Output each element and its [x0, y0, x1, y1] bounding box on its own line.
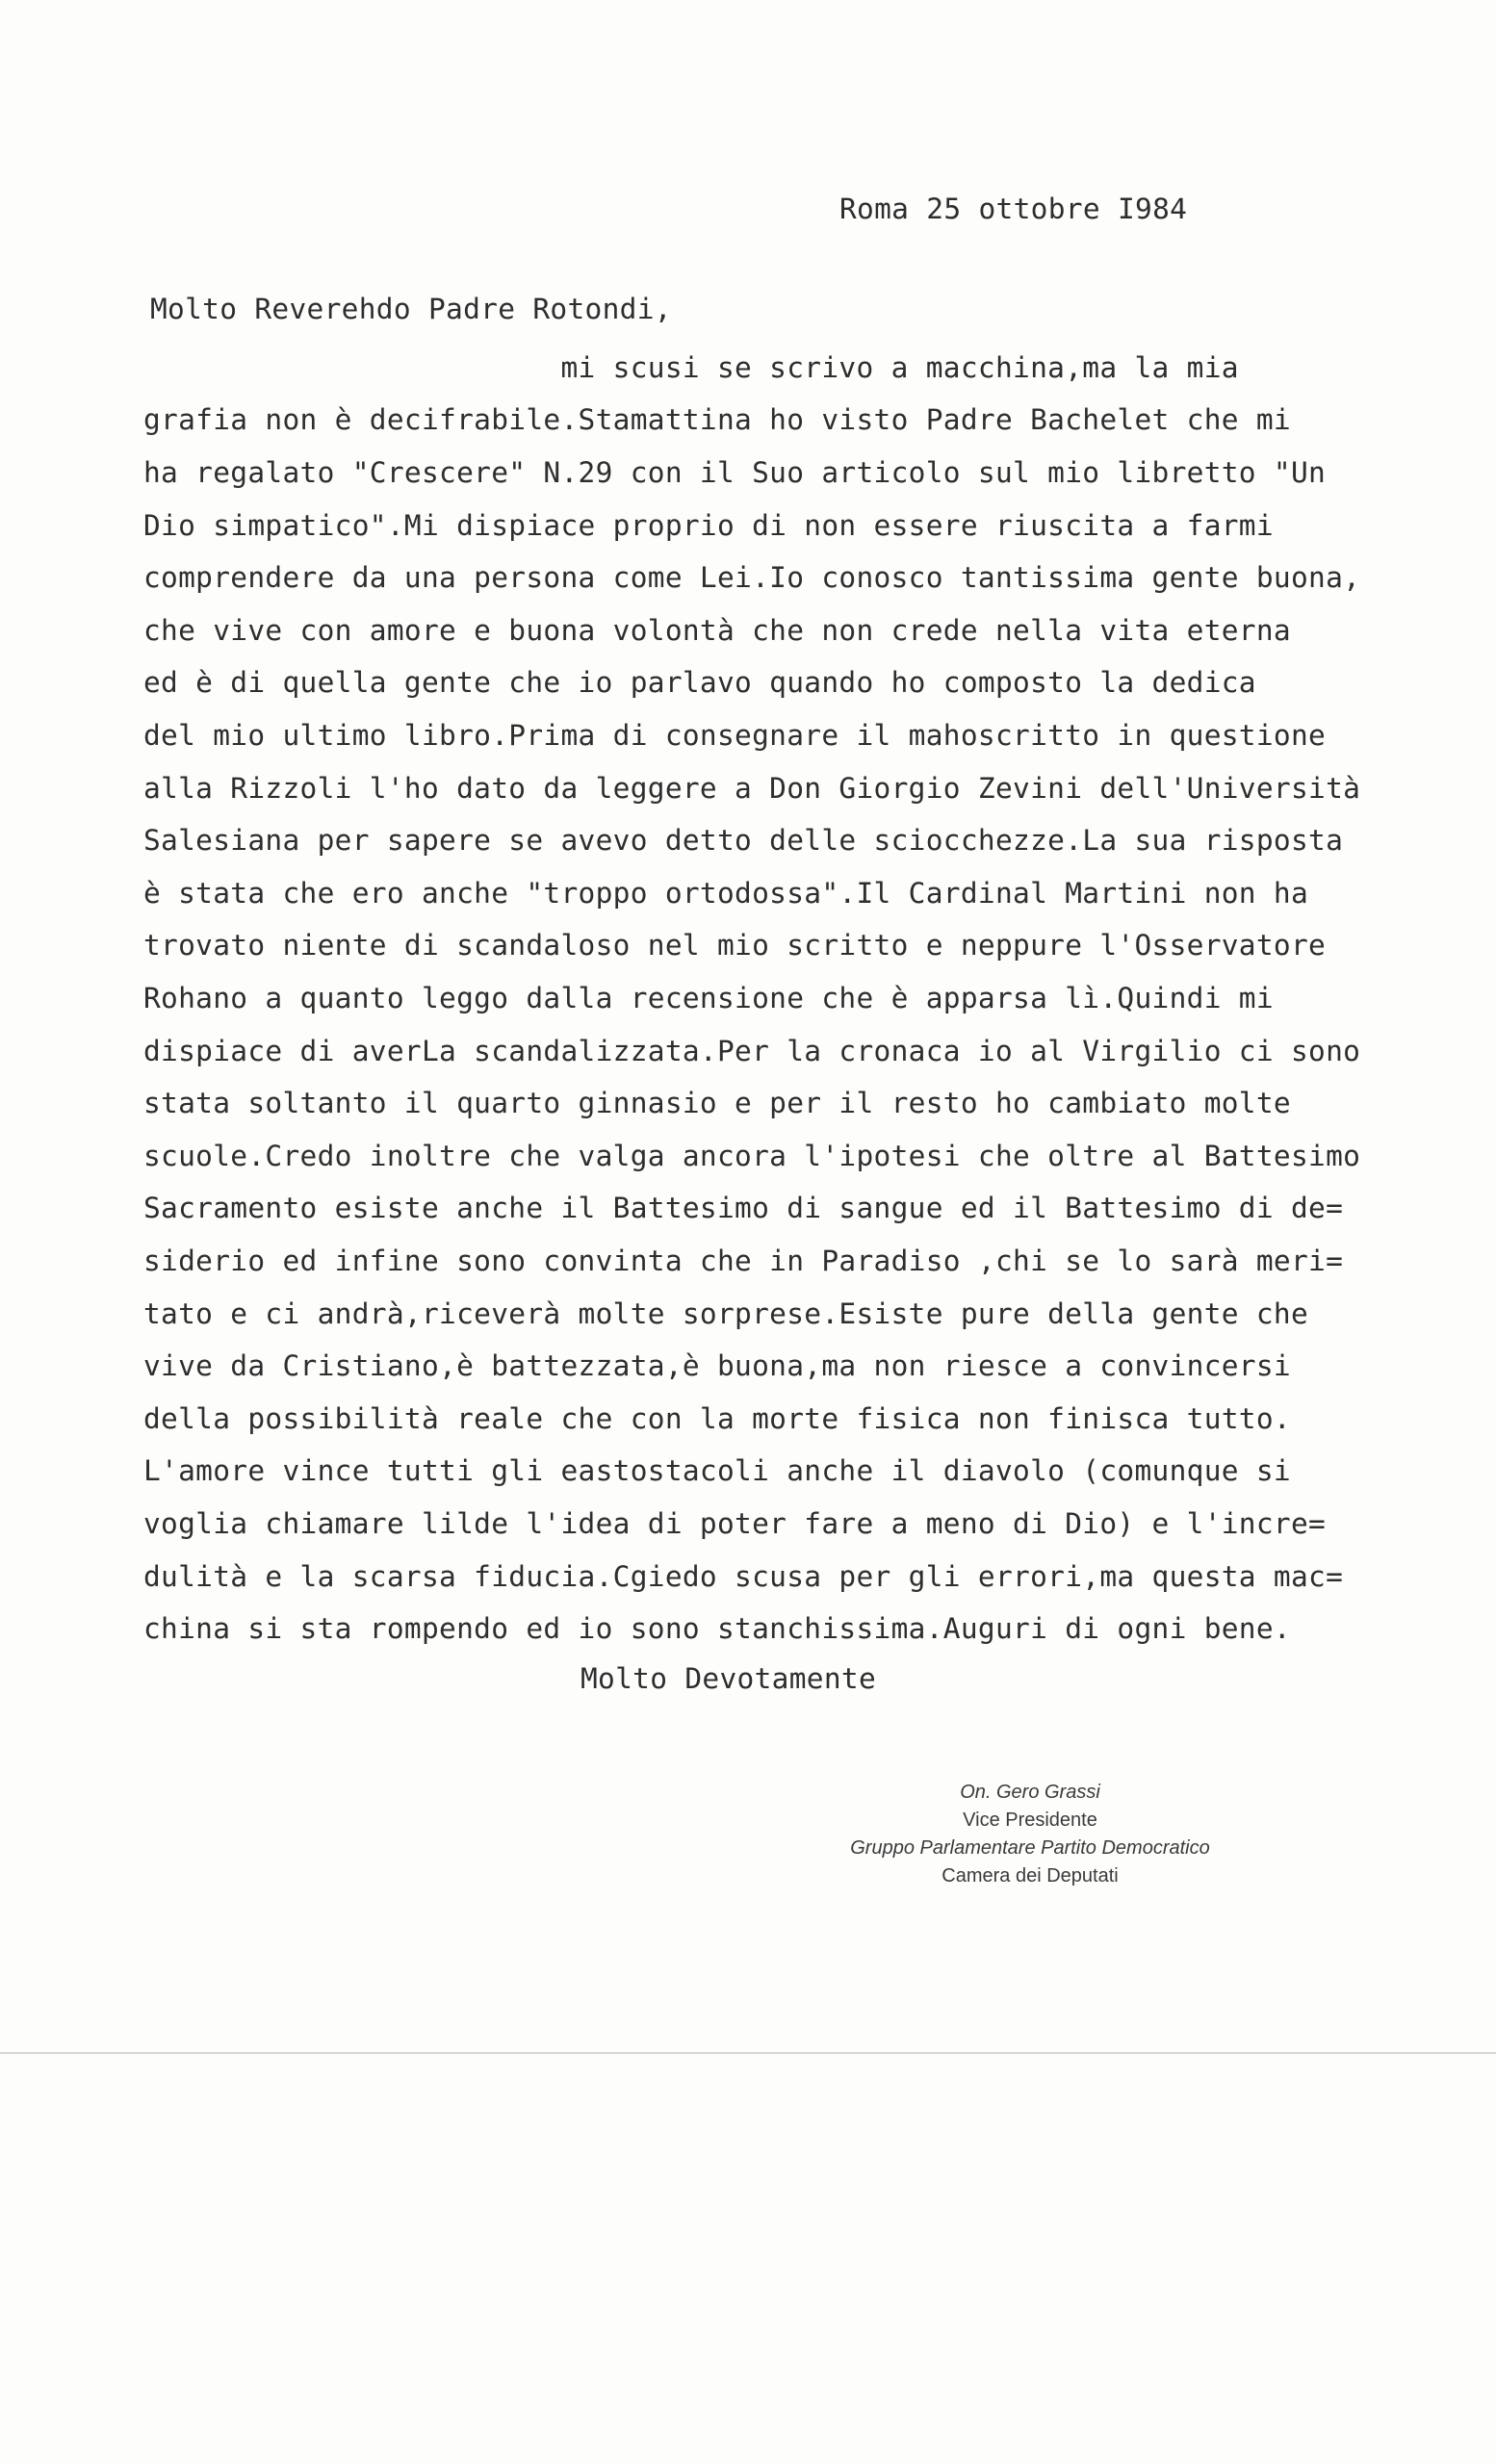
body-line: dispiace di averLa scandalizzata.Per la cronaca io al Virgilio ci sono	[143, 1035, 1361, 1067]
body-line: Rohano a quanto leggo dalla recensione che è apparsa lì.Quindi mi	[143, 982, 1274, 1014]
stamp-name: On. Gero Grassi	[960, 1782, 1100, 1803]
body-line: voglia chiamare lilde l'idea di poter fare a meno di Dio) e l'incre=	[143, 1507, 1327, 1540]
body-line: scuole.Credo inoltre che valga ancora l'ipotesi che oltre al Battesimo	[143, 1140, 1361, 1172]
body-line: Sacramento esiste anche il Battesimo di sangue ed il Battesimo di de=	[143, 1192, 1344, 1224]
body-line: Dio simpatico".Mi dispiace proprio di non essere riuscita a farmi	[143, 509, 1274, 542]
body-line: alla Rizzoli l'ho dato da leggere a Don Giorgio Zevini dell'Università	[143, 772, 1361, 805]
body-line: dulità e la scarsa fiducia.Cgiedo scusa per gli errori,ma questa mac=	[143, 1560, 1344, 1593]
body-line: china si sta rompendo ed io sono stanchissima.Auguri di ogni bene.	[143, 1612, 1291, 1645]
body-line: ed è di quella gente che io parlavo quando ho composto la dedica	[143, 666, 1256, 699]
stamp-chamber: Camera dei Deputati	[941, 1865, 1119, 1886]
body-line: siderio ed infine sono convinta che in Paradiso ,chi se lo sarà meri=	[143, 1245, 1344, 1277]
stamp-role: Vice Presidente	[963, 1810, 1097, 1831]
body-line: che vive con amore e buona volontà che non crede nella vita eterna	[143, 614, 1291, 647]
body-line: mi scusi se scrivo a macchina,ma la mia	[143, 351, 1239, 384]
body-line: tato e ci andrà,riceverà molte sorprese.Esiste pure della gente che	[143, 1297, 1309, 1330]
stamp-group: Gruppo Parlamentare Partito Democratico	[850, 1837, 1210, 1859]
body-line: ha regalato "Crescere" N.29 con il Suo articolo sul mio libretto "Un	[143, 456, 1327, 489]
body-line: L'amore vince tutti gli eastostacoli anche il diavolo (comunque si	[143, 1454, 1291, 1487]
body-line: comprendere da una persona come Lei.Io conosco tantissima gente buona,	[143, 561, 1361, 594]
body-line: grafia non è decifrabile.Stamattina ho visto Padre Bachelet che mi	[143, 403, 1291, 436]
letter-date: Roma 25 ottobre I984	[839, 192, 1188, 225]
body-line: della possibilità reale che con la morte fisica non finisca tutto.	[143, 1402, 1291, 1435]
body-line: stata soltanto il quarto ginnasio e per il resto ho cambiato molte	[143, 1087, 1291, 1119]
page-divider	[0, 2052, 1496, 2054]
body-line: Salesiana per sapere se avevo detto delle sciocchezze.La sua risposta	[143, 824, 1344, 857]
body-line: è stata che ero anche "troppo ortodossa".Il Cardinal Martini non ha	[143, 877, 1309, 910]
closing: Molto Devotamente	[580, 1662, 877, 1695]
deputy-stamp	[809, 1779, 1251, 1890]
body-line: del mio ultimo libro.Prima di consegnare il mahoscritto in questione	[143, 719, 1327, 752]
salutation: Molto Reverehdo Padre Rotondi,	[150, 293, 672, 325]
body-line: vive da Cristiano,è battezzata,è buona,ma non riesce a convincersi	[143, 1349, 1291, 1382]
body-line: trovato niente di scandaloso nel mio scritto e neppure l'Osservatore	[143, 929, 1327, 962]
